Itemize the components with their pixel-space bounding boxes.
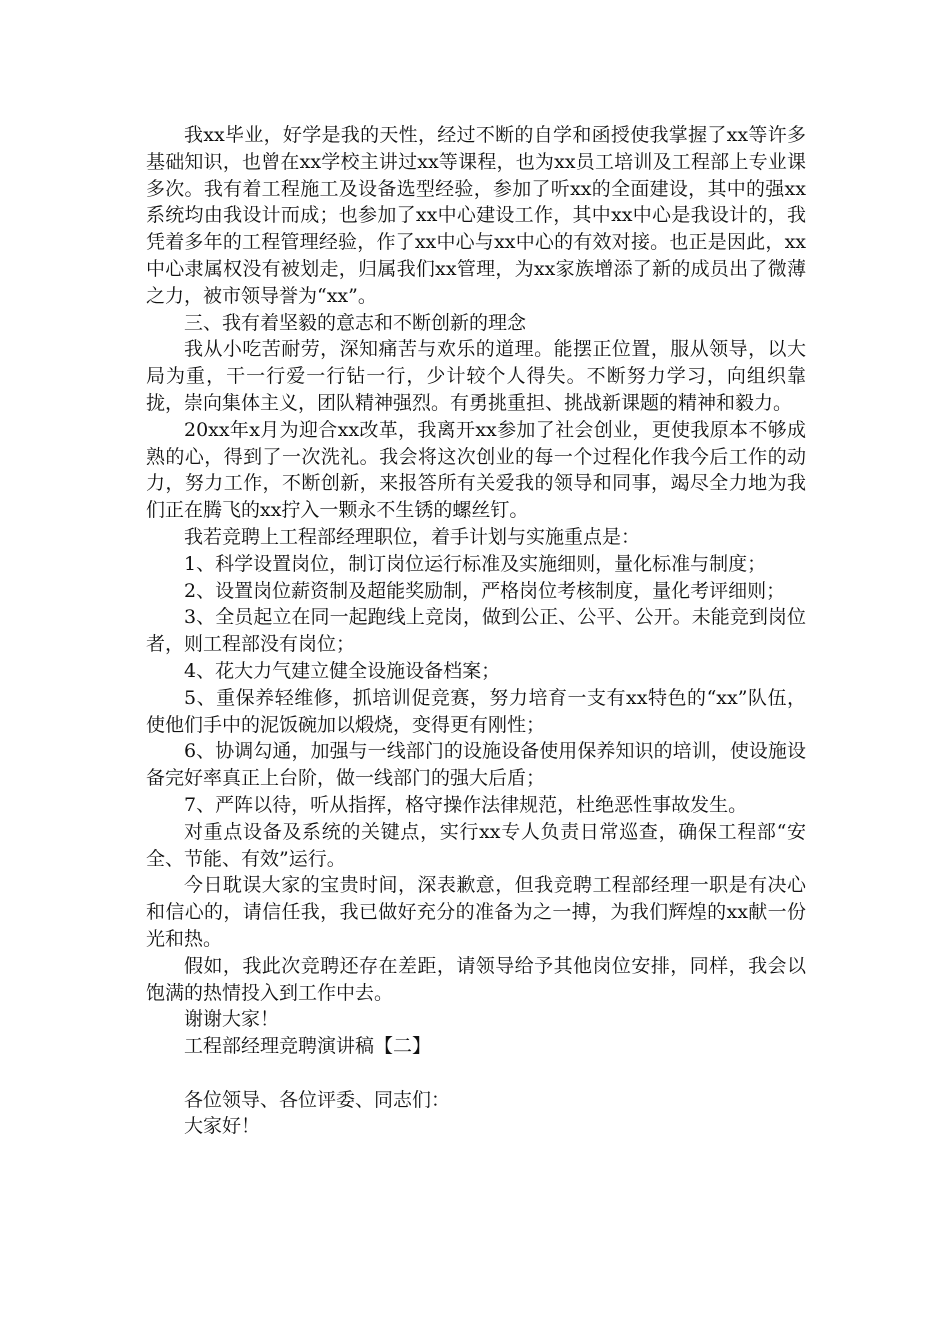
list-item: 7、严阵以待，听从指挥，格守操作法律规范，杜绝恶性事故发生。: [184, 793, 748, 816]
paragraph: 今日耽误大家的宝贵时间，深表歉意，但我竞聘工程部经理一职是有决心和信心的，请信任我，我已做好充分的准备为之一搏，为我们辉煌的xx献一份光和热。: [146, 874, 806, 950]
paragraph: 对重点设备及系统的关键点，实行xx专人负责日常巡查，确保工程部“安全、节能、有效”运行。: [146, 820, 806, 870]
paragraph: 我若竞聘上工程部经理职位，着手计划与实施重点是：: [184, 525, 641, 548]
list-item: 6、协调勾通，加强与一线部门的设施设备使用保养知识的培训，使设施设备完好率真正上台阶，做一线部门的强大后盾；: [146, 740, 806, 790]
closing-line: 谢谢大家！: [184, 1008, 280, 1031]
list-item: 5、重保养轻维修，抓培训促竞赛，努力培育一支有xx特色的“xx”队伍，使他们手中的泥饭碗加以煅烧，变得更有刚性；: [146, 686, 806, 736]
blank-line: [146, 1060, 806, 1087]
list-item: 3、全员起立在同一起跑线上竞岗，做到公正、公平、公开。未能竞到岗位者，则工程部没有岗位；: [146, 606, 806, 656]
greeting: 大家好！: [184, 1115, 261, 1138]
salutation: 各位领导、各位评委、同志们：: [184, 1088, 451, 1111]
paragraph: 我从小吃苦耐劳，深知痛苦与欢乐的道理。能摆正位置，服从领导，以大局为重，干一行爱一行钻一行，少计较个人得失。不断努力学习，向组织靠拢，崇向集体主义，团队精神强烈。有勇挑重担、挑战新课题的精神和毅力。: [146, 338, 806, 414]
document-body: [146, 122, 806, 1140]
section-heading: 三、我有着坚毅的意志和不断创新的理念: [184, 311, 527, 334]
list-item: 4、花大力气建立健全设施设备档案；: [184, 659, 501, 682]
paragraph: 20xx年x月为迎合xx改革，我离开xx参加了社会创业，更使我原本不够成熟的心，得到了一次洗礼。我会将这次创业的每一个过程化作我今后工作的动力，努力工作，不断创新，来报答所有关爱我的领导和同事，竭尽全力地为我们正在腾飞的xx拧入一颗永不生锈的螺丝钉。: [146, 418, 806, 522]
document-title-two: 工程部经理竞聘演讲稿【二】: [184, 1035, 432, 1058]
paragraph: 假如，我此次竞聘还存在差距，请领导给予其他岗位安排，同样，我会以饱满的热情投入到工作中去。: [146, 954, 806, 1004]
list-item: 1、科学设置岗位，制订岗位运行标准及实施细则，量化标准与制度；: [184, 552, 767, 575]
list-item: 2、设置岗位薪资制及超能奖励制，严格岗位考核制度，量化考评细则；: [184, 579, 786, 602]
paragraph: 我xx毕业，好学是我的天性，经过不断的自学和函授使我掌握了xx等许多基础知识，也曾在xx学校主讲过xx等课程，也为xx员工培训及工程部上专业课多次。我有着工程施工及设备选型经验，参加了听xx的全面建设，其中的强xx系统均由我设计而成；也参加了xx中心建设工作，其中xx中心是我设计的，我凭着多年的工程管理经验，作了xx中心与xx中心的有效对接。也正是因此，xx中心隶属权没有被划走，归属我们xx管理，为xx家族增添了新的成员出了微薄之力，被市领导誉为“xx”。: [146, 124, 806, 307]
